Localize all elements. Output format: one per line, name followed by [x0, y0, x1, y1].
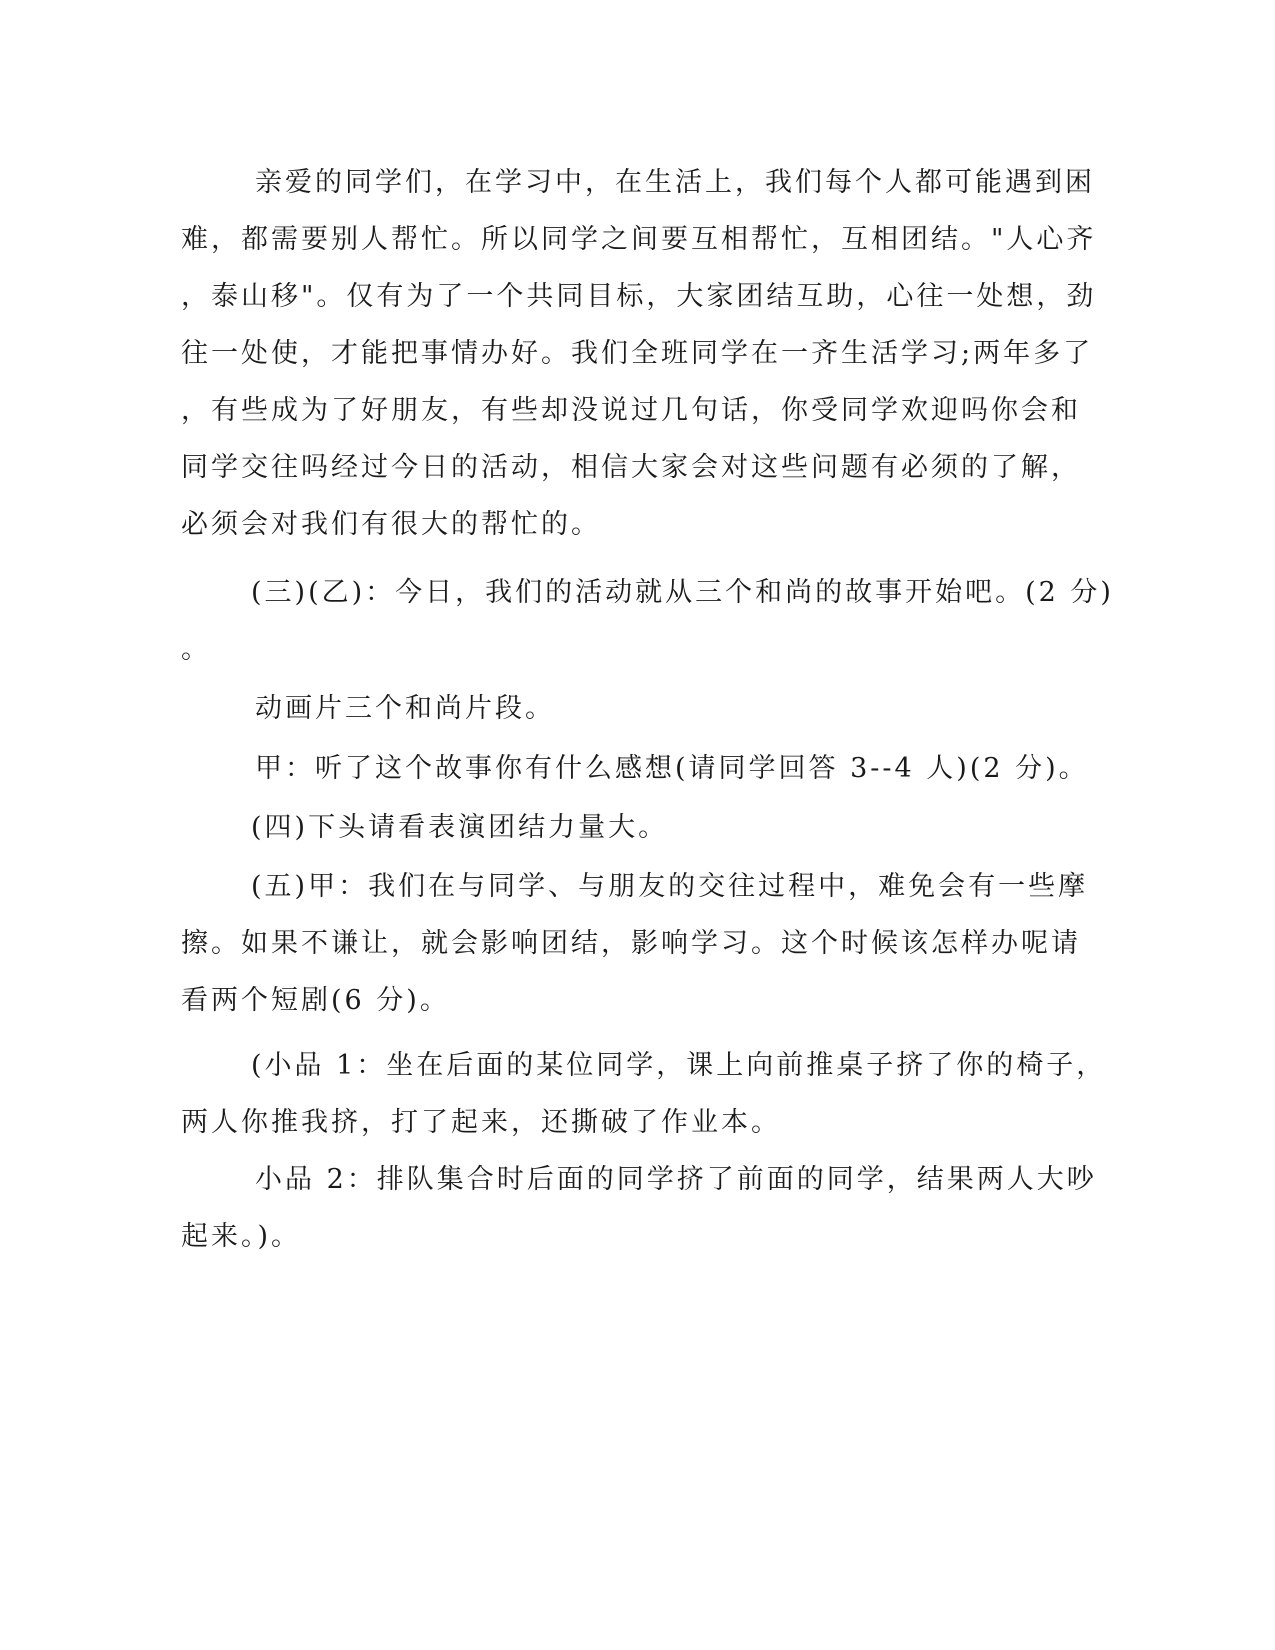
text-line: ，泰山移"。仅有为了一个共同目标，大家团结互助，心往一处想，劲 [181, 281, 1097, 312]
text-line: 往一处使，才能把事情办好。我们全班同学在一齐生活学习;两年多了 [181, 338, 1094, 369]
text-line: 两人你推我挤，打了起来，还撕破了作业本。 [181, 1107, 781, 1138]
text-line: (四)下头请看表演团结力量大。 [251, 812, 669, 843]
text-line: 起来。)。 [181, 1221, 302, 1252]
text-line: (小品 1：坐在后面的某位同学，课上向前推桌子挤了你的椅子， [251, 1050, 1107, 1081]
text-line: 同学交往吗经过今日的活动，相信大家会对这些问题有必须的了解， [181, 452, 1081, 483]
text-line: 小品 2：排队集合时后面的同学挤了前面的同学，结果两人大吵 [255, 1164, 1097, 1195]
text-line: 必须会对我们有很大的帮忙的。 [181, 509, 601, 540]
text-line: 难，都需要别人帮忙。所以同学之间要互相帮忙，互相团结。"人心齐 [181, 224, 1097, 255]
text-line: 动画片三个和尚片段。 [255, 693, 555, 724]
text-line: ，有些成为了好朋友，有些却没说过几句话，你受同学欢迎吗你会和 [181, 395, 1081, 426]
text-line: (三)(乙)：今日，我们的活动就从三个和尚的故事开始吧。(2 分) [251, 577, 1114, 608]
text-line: 甲：听了这个故事你有什么感想(请同学回答 3--4 人)(2 分)。 [255, 753, 1089, 784]
text-line: 。 [181, 634, 211, 665]
text-line: (五)甲：我们在与同学、与朋友的交往过程中，难免会有一些摩 [251, 871, 1089, 902]
text-line: 擦。如果不谦让，就会影响团结，影响学习。这个时候该怎样办呢请 [181, 928, 1081, 959]
text-line: 亲爱的同学们，在学习中，在生活上，我们每个人都可能遇到困 [255, 167, 1095, 198]
text-line: 看两个短剧(6 分)。 [181, 985, 450, 1016]
